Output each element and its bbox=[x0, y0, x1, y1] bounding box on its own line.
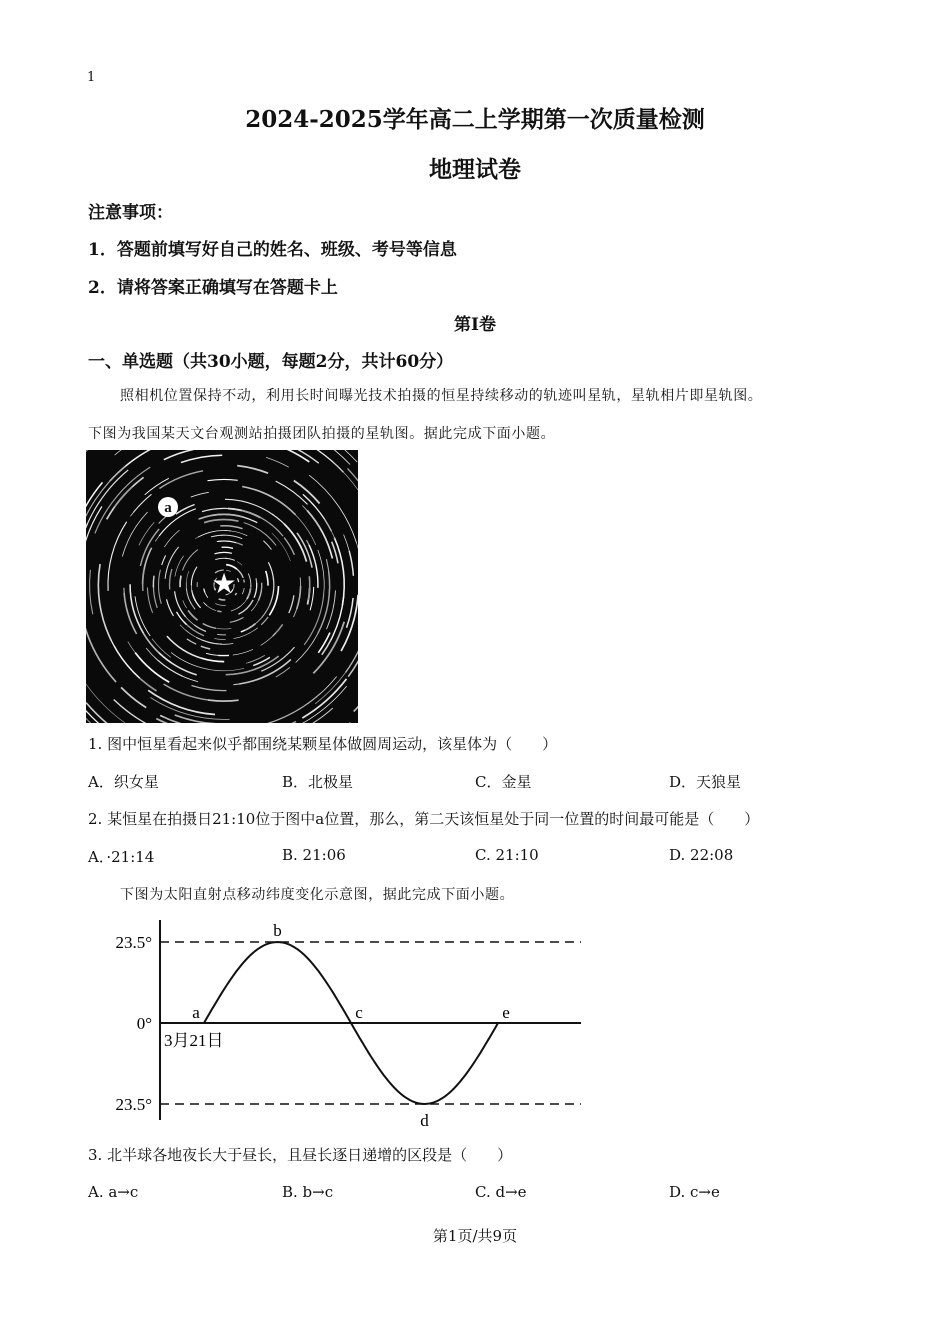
question-2-option-b: B. 21:06 bbox=[282, 846, 346, 864]
curve-point-label: d bbox=[420, 1111, 429, 1130]
question-1-option-a: A．织女星 bbox=[88, 773, 159, 791]
star-trail-arc bbox=[180, 576, 181, 588]
exam-subject-title: 地理试卷 bbox=[429, 156, 521, 183]
curve-point-label: c bbox=[355, 1003, 363, 1022]
intro-paragraph-line-1: 照相机位置保持不动，利用长时间曝光技术拍摄的恒星持续移动的轨迹叫星轨，星轨相片即星轨图。 bbox=[120, 388, 763, 404]
page-corner-number: 1 bbox=[87, 70, 96, 85]
question-1-option-b: B．北极星 bbox=[282, 773, 354, 791]
question-1-option-c: C．金星 bbox=[475, 773, 532, 791]
question-3-option-b: B. b→c bbox=[282, 1183, 334, 1201]
question-3-option-d: D. c→e bbox=[669, 1183, 720, 1201]
star-trail-arc bbox=[217, 611, 221, 612]
question-3-option-a: A. a→c bbox=[88, 1183, 139, 1201]
intro-paragraph-2: 下图为太阳直射点移动纬度变化示意图，据此完成下面小题。 bbox=[120, 887, 515, 903]
page-footer: 第1页/共9页 bbox=[432, 1227, 518, 1245]
question-3-stem: 3. 北半球各地夜长大于昼长，且昼长逐日递增的区段是（ ） bbox=[88, 1146, 513, 1164]
section-heading: 一、单选题（共30小题，每题2分，共计60分） bbox=[88, 352, 454, 372]
star-trail-arc bbox=[244, 580, 245, 583]
y-tick-label: 23.5° bbox=[115, 933, 152, 952]
question-2-option-c: C. 21:10 bbox=[475, 846, 539, 864]
notice-item-1: 1．答题前填写好自己的姓名、班级、考号等信息 bbox=[88, 240, 457, 260]
exam-title: 2024-2025学年高二上学期第一次质量检测 bbox=[245, 106, 705, 133]
point-a-label: a bbox=[164, 500, 172, 516]
north-star-icon: ★ bbox=[211, 567, 237, 600]
question-2-option-d: D. 22:08 bbox=[669, 846, 734, 864]
question-1-stem: 1. 图中恒星看起来似乎都围绕某颗星体做圆周运动，该星体为（ ） bbox=[88, 735, 558, 753]
star-trail-arc bbox=[153, 576, 154, 588]
notice-heading: 注意事项： bbox=[88, 203, 173, 223]
question-2-stem: 2. 某恒星在拍摄日21:10位于图中a位置，那么，第二天该恒星处于同一位置的时间最可能是（ ） bbox=[88, 810, 760, 828]
notice-item-2: 2．请将答案正确填写在答题卡上 bbox=[88, 278, 338, 298]
curve-point-label: e bbox=[502, 1003, 510, 1022]
y-tick-label: 23.5° bbox=[115, 1095, 152, 1114]
question-1-option-d: D．天狼星 bbox=[669, 773, 742, 791]
curve-point-label: a bbox=[192, 1003, 200, 1022]
star-trail-photo bbox=[86, 450, 358, 723]
curve-point-label: b bbox=[273, 921, 282, 940]
start-date-label: 3月21日 bbox=[164, 1031, 224, 1050]
volume-title: 第I卷 bbox=[454, 315, 496, 335]
question-2-option-a: A．·21:14 bbox=[88, 848, 155, 866]
y-tick-label: 0° bbox=[136, 1014, 152, 1033]
curve-point-labels bbox=[192, 921, 510, 1130]
subsolar-latitude-chart bbox=[88, 915, 588, 1135]
question-3-option-c: C. d→e bbox=[475, 1183, 527, 1201]
intro-paragraph-line-2: 下图为我国某天文台观测站拍摄团队拍摄的星轨图。据此完成下面小题。 bbox=[88, 426, 556, 442]
